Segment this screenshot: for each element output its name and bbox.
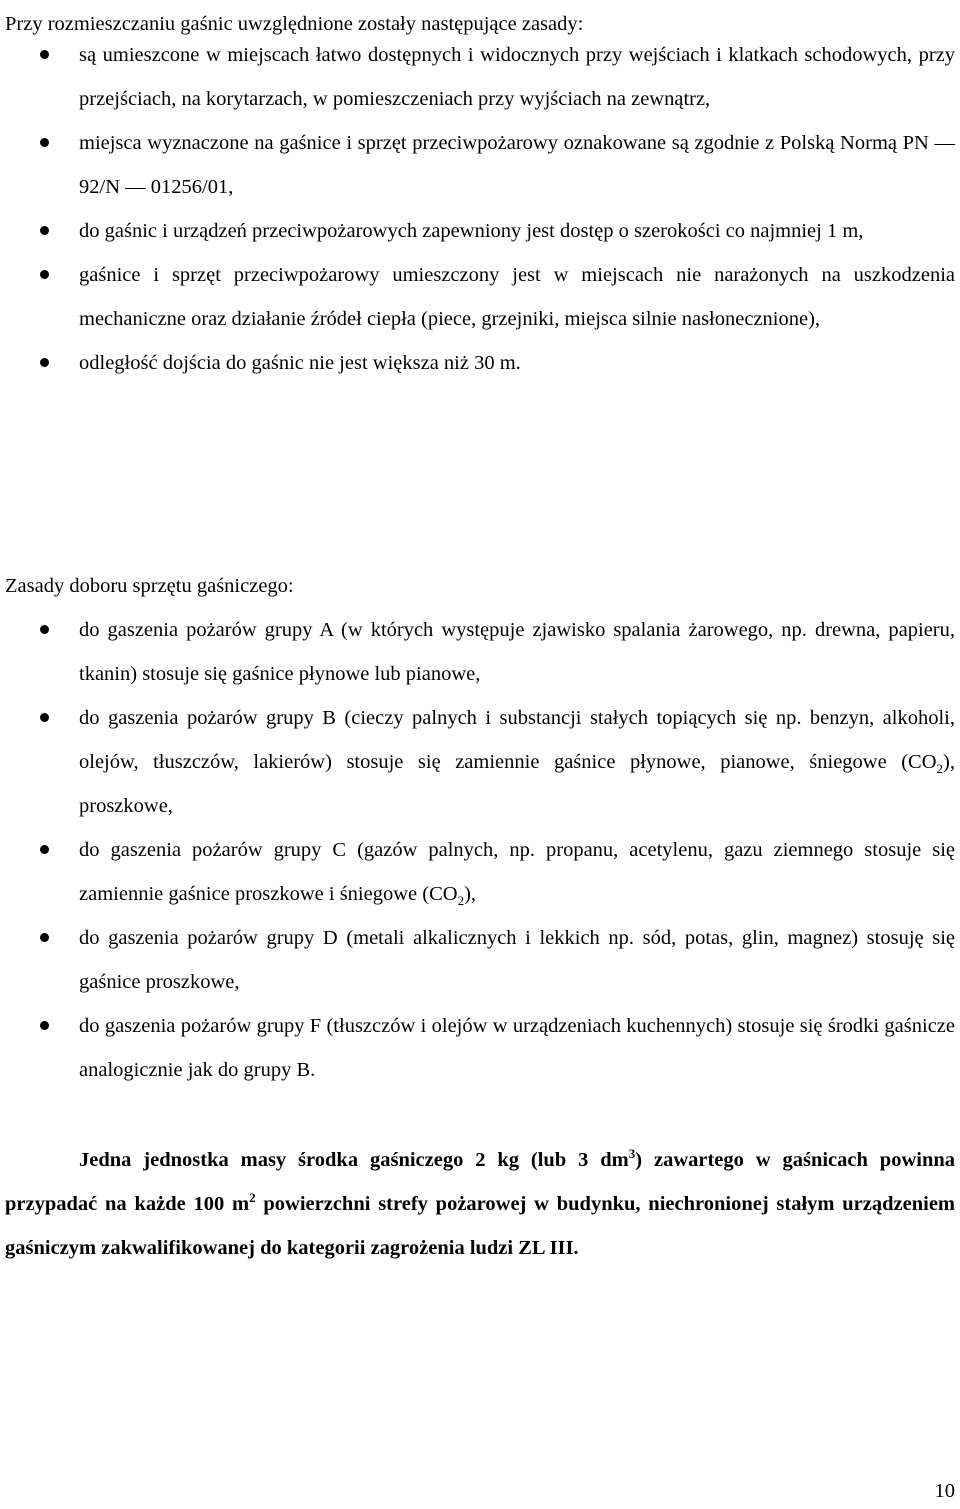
selection-heading: Zasady doboru sprzętu gaśniczego: — [5, 575, 294, 597]
bullet-icon — [40, 625, 49, 634]
list-item-text: do gaszenia pożarów grupy A (w których występuje zjawisko spalania żarowego, np. drewna, papieru, tkanin) stosuje się gaśnice płynowe lub pianowe, — [79, 619, 955, 685]
placement-rules-list — [0, 33, 960, 385]
bullet-icon — [40, 226, 49, 235]
bullet-icon — [40, 1021, 49, 1030]
bullet-icon — [40, 138, 49, 147]
list-item-text: do gaszenia pożarów grupy F (tłuszczów i olejów w urządzeniach kuchennych) stosuje się środki gaśnicze analogicznie jak do grupy B. — [79, 1015, 955, 1081]
list-item-text: odległość dojścia do gaśnic nie jest większa niż 30 m. — [79, 352, 521, 374]
list-item-text: do gaśnic i urządzeń przeciwpożarowych zapewniony jest dostęp o szerokości co najmniej 1 m, — [79, 220, 864, 242]
list-item — [0, 828, 960, 916]
list-item-text: ), — [464, 883, 477, 905]
list-item-text: do gaszenia pożarów grupy B (cieczy palnych i substancji stałych topiących się np. benzyn, alkoholi, olejów, tłuszczów, lakierów) stosuje się zamiennie gaśnice płynowe, pianowe, śniegowe (CO — [79, 707, 955, 773]
subscript: 2 — [936, 761, 944, 777]
list-item — [0, 916, 960, 1004]
page-number: 10 — [934, 1480, 955, 1502]
list-item — [0, 341, 960, 385]
list-item-text: gaśnice i sprzęt przeciwpożarowy umieszczony jest w miejscach nie narażonych na uszkodzenia mechaniczne oraz działanie źródeł ciepła (piece, grzejniki, miejsca silnie nasłonecznione), — [79, 264, 955, 330]
list-item-text: miejsca wyznaczone na gaśnice i sprzęt przeciwpożarowy oznakowane są zgodnie z Polską Normą PN — 92/N — 01256/01, — [79, 132, 955, 198]
summary-paragraph — [5, 1138, 955, 1270]
list-item-text: do gaszenia pożarów grupy D (metali alkalicznych i lekkich np. sód, potas, glin, magnez) stosuję się gaśnice proszkowe, — [79, 927, 955, 993]
bullet-icon — [40, 358, 49, 367]
bullet-icon — [40, 933, 49, 942]
list-item — [0, 696, 960, 828]
list-item-text: ), proszkowe, — [79, 751, 955, 817]
list-item — [0, 608, 960, 696]
list-item-text: do gaszenia pożarów grupy C (gazów palnych, np. propanu, acetylenu, gazu ziemnego stosuje się zamiennie gaśnice proszkowe i śniegowe (CO — [79, 839, 955, 905]
summary-text: ) zawartego w gaśnicach powinna przypadać na każde 100 m — [5, 1149, 955, 1215]
list-item — [0, 33, 960, 121]
superscript: 2 — [249, 1190, 256, 1206]
list-item — [0, 1004, 960, 1092]
summary-text: powierzchni strefy pożarowej w budynku, niechronionej stałym urządzeniem gaśniczym zakwalifikowanej do kategorii zagrożenia ludzi ZL III. — [5, 1193, 955, 1259]
bullet-icon — [40, 270, 49, 279]
list-item — [0, 209, 960, 253]
bullet-icon — [40, 845, 49, 854]
list-item — [0, 121, 960, 209]
list-item-text: są umieszcone w miejscach łatwo dostępnych i widocznych przy wejściach i klatkach schodowych, przy przejściach, na korytarzach, w pomieszczeniach przy wyjściach na zewnątrz, — [79, 44, 955, 110]
selection-rules-list — [0, 608, 960, 1092]
superscript: 3 — [628, 1146, 636, 1162]
summary-text: Jedna jednostka masy środka gaśniczego 2 kg (lub 3 dm — [79, 1149, 629, 1171]
intro-text: Przy rozmieszczaniu gaśnic uwzględnione zostały następujące zasady: — [5, 13, 584, 35]
subscript: 2 — [457, 893, 465, 909]
bullet-icon — [40, 50, 49, 59]
bullet-icon — [40, 713, 49, 722]
list-item — [0, 253, 960, 341]
